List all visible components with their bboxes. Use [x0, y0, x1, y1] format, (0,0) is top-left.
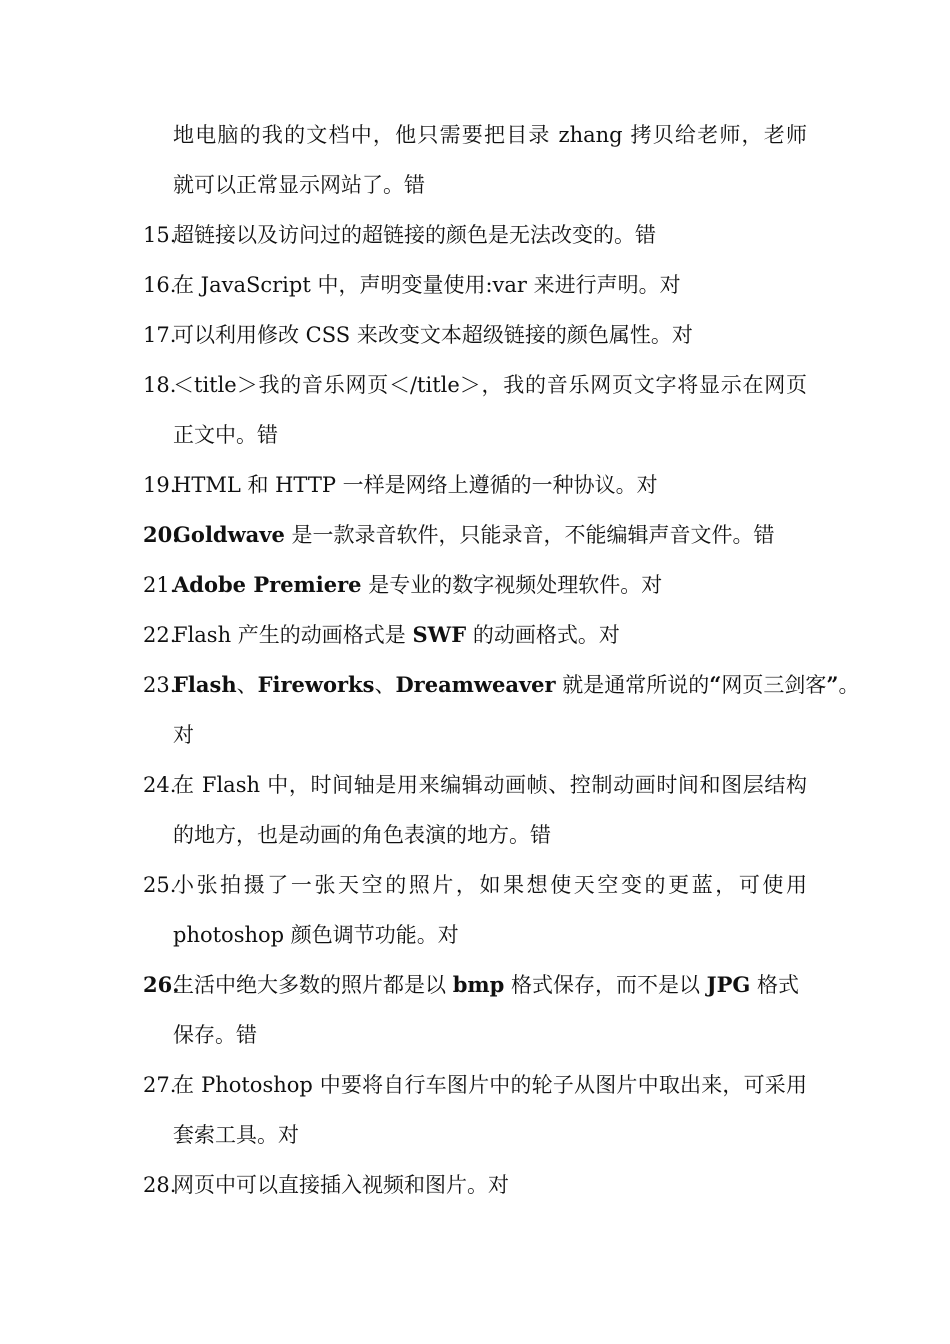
text-segment: 。 — [838, 673, 860, 697]
text-segment: 是专业的数字视频处理软件。对 — [361, 573, 663, 597]
item-text — [173, 665, 859, 705]
text-segment: 、 — [236, 673, 258, 697]
item-text: 在 JavaScript 中，声明变量使用:var 来进行声明。对 — [173, 273, 681, 297]
item-number: 27. — [143, 1073, 177, 1097]
item-number: 22. — [143, 623, 177, 647]
bold-term: JPG — [706, 972, 751, 997]
item-text: 超链接以及访问过的超链接的颜色是无法改变的。错 — [173, 223, 656, 247]
item-text: ＜title＞我的音乐网页＜/title＞，我的音乐网页文字将显示在网页 — [173, 373, 807, 397]
text-segment: 、 — [374, 673, 396, 697]
line-text: 对 — [173, 723, 194, 747]
line-text: 的地方，也是动画的角色表演的地方。错 — [173, 823, 551, 847]
bold-term: SWF — [412, 622, 467, 647]
item-number: 25. — [143, 873, 177, 897]
item-number: 15. — [143, 223, 177, 247]
item-text: 可以利用修改 CSS 来改变文本超级链接的颜色属性。对 — [173, 323, 693, 347]
line-text: 保存。错 — [173, 1023, 257, 1047]
bold-term: Goldwave — [173, 522, 285, 547]
text-segment: 格式保存，而不是以 — [504, 973, 707, 997]
text-segment: 生活中绝大多数的照片都是以 — [173, 973, 453, 997]
text-segment: 网页三剑客 — [721, 673, 827, 697]
line-text: 地电脑的我的文档中，他只需要把目录 zhang 拷贝给老师，老师 — [173, 123, 807, 147]
item-number: 24. — [143, 773, 177, 797]
bold-quote: “ — [709, 672, 722, 697]
text-segment: 格式 — [750, 973, 799, 997]
item-number: 18. — [143, 373, 177, 397]
text-segment: 就是通常所说的 — [555, 673, 710, 697]
line-text: photoshop 颜色调节功能。对 — [173, 923, 459, 947]
item-number: 21. — [143, 573, 177, 597]
bold-term: Flash — [173, 672, 237, 697]
bold-quote: ” — [826, 672, 839, 697]
item-text: 在 Photoshop 中要将自行车图片中的轮子从图片中取出来，可采用 — [173, 1073, 807, 1097]
bold-term: bmp — [452, 972, 505, 997]
item-text: 小张拍摄了一张天空的照片，如果想使天空变的更蓝，可使用 — [173, 873, 807, 897]
bold-term: Dreamweaver — [395, 672, 556, 697]
item-number: 26. — [143, 972, 180, 997]
line-text: 套索工具。对 — [173, 1123, 299, 1147]
text-segment: 是一款录音软件，只能录音，不能编辑声音文件。错 — [284, 523, 775, 547]
item-text: 网页中可以直接插入视频和图片。对 — [173, 1173, 509, 1197]
text-segment: Flash 产生的动画格式是 — [173, 623, 413, 647]
item-number: 20. — [143, 522, 180, 547]
item-number: 28. — [143, 1173, 177, 1197]
item-text — [173, 615, 620, 655]
item-text — [173, 965, 799, 1005]
item-number: 23. — [143, 673, 177, 697]
item-text — [173, 515, 775, 555]
bold-term: Adobe Premiere — [173, 572, 362, 597]
line-text: 正文中。错 — [173, 423, 278, 447]
item-number: 19. — [143, 473, 177, 497]
item-text — [173, 565, 662, 605]
bold-term: Fireworks — [257, 672, 375, 697]
item-number: 17. — [143, 323, 177, 347]
item-text: HTML 和 HTTP 一样是网络上遵循的一种协议。对 — [173, 473, 658, 497]
text-segment: 的动画格式。对 — [466, 623, 620, 647]
item-text: 在 Flash 中，时间轴是用来编辑动画帧、控制动画时间和图层结构 — [173, 773, 807, 797]
item-number: 16. — [143, 273, 177, 297]
line-text: 就可以正常显示网站了。错 — [173, 173, 425, 197]
